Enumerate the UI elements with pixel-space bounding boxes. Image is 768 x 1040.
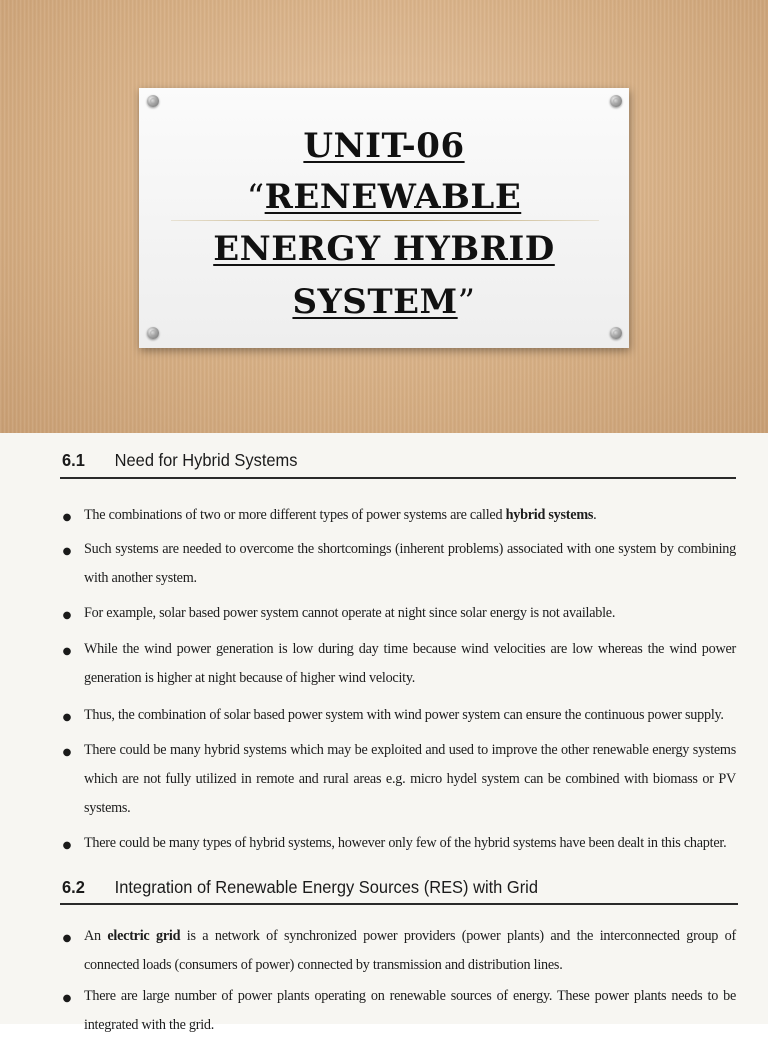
screw-icon (610, 327, 622, 339)
list-item: For example, solar based power system cannot operate at night since solar energy is not available. (84, 605, 616, 621)
slide-title-line-4 (139, 277, 629, 327)
unit-title (139, 121, 629, 171)
list-item: The combinations of two or more different types of power systems are called hybrid systems. (84, 507, 597, 523)
scanned-document-page (0, 433, 768, 1033)
section-title: Integration of Renewable Energy Sources (RES) with Grid (114, 877, 538, 897)
list-item: While the wind power generation is low during day time because wind velocities are low whereas the wind power generation is higher at night because of higher wind velocity. (84, 641, 736, 686)
list-item: An electric grid is a network of synchronized power providers (power plants) and the interconnected group of connected loads (consumers of power) connected by transmission and distribution lines. (84, 928, 736, 973)
unit-number: UNIT-06 (303, 126, 465, 166)
bullet-icon: ● (62, 546, 72, 557)
title-word-renewable: RENEWABLE (264, 177, 522, 217)
section-rule (60, 903, 738, 905)
bullet-icon: ● (62, 512, 72, 523)
screw-icon (147, 95, 159, 107)
close-quote: ” (457, 282, 476, 322)
list-item: Thus, the combination of solar based power system with wind power system can ensure the continuous power supply. (84, 707, 724, 723)
slide-title-line-3 (139, 224, 629, 274)
title-word-system: SYSTEM (292, 282, 458, 322)
section-heading-6-2 (62, 877, 538, 898)
list-item: There could be many hybrid systems which may be exploited and used to improve the other renewable energy systems which are not fully utilized in remote and rural areas e.g. micro hydel system can be combined with biomass or PV systems. (84, 742, 736, 816)
slide-title-line-2 (139, 172, 629, 222)
open-quote: “ (246, 177, 265, 217)
title-card (139, 88, 629, 348)
section-title: Need for Hybrid Systems (114, 450, 298, 470)
screw-icon (147, 327, 159, 339)
bullet-icon: ● (62, 840, 72, 851)
bullet-icon: ● (62, 610, 72, 621)
list-item: There are large number of power plants operating on renewable sources of energy. These power plants needs to be integrated with the grid. (84, 988, 736, 1033)
bullet-icon: ● (62, 712, 72, 723)
bullet-icon: ● (62, 993, 72, 1004)
title-words-energy-hybrid: ENERGY HYBRID (213, 229, 555, 269)
list-item: Such systems are needed to overcome the shortcomings (inherent problems) associated with one system by combining with another system. (84, 541, 736, 586)
screw-icon (610, 95, 622, 107)
title-slide (0, 0, 768, 433)
section-rule (60, 477, 736, 479)
section-number: 6.1 (62, 450, 85, 470)
list-item: There could be many types of hybrid systems, however only few of the hybrid systems have been dealt in this chapter. (84, 835, 727, 851)
title-divider (171, 220, 599, 221)
section-number: 6.2 (62, 877, 85, 897)
section-heading-6-1 (62, 450, 297, 471)
bullet-icon: ● (62, 646, 72, 657)
bullet-icon: ● (62, 933, 72, 944)
bullet-icon: ● (62, 747, 72, 758)
